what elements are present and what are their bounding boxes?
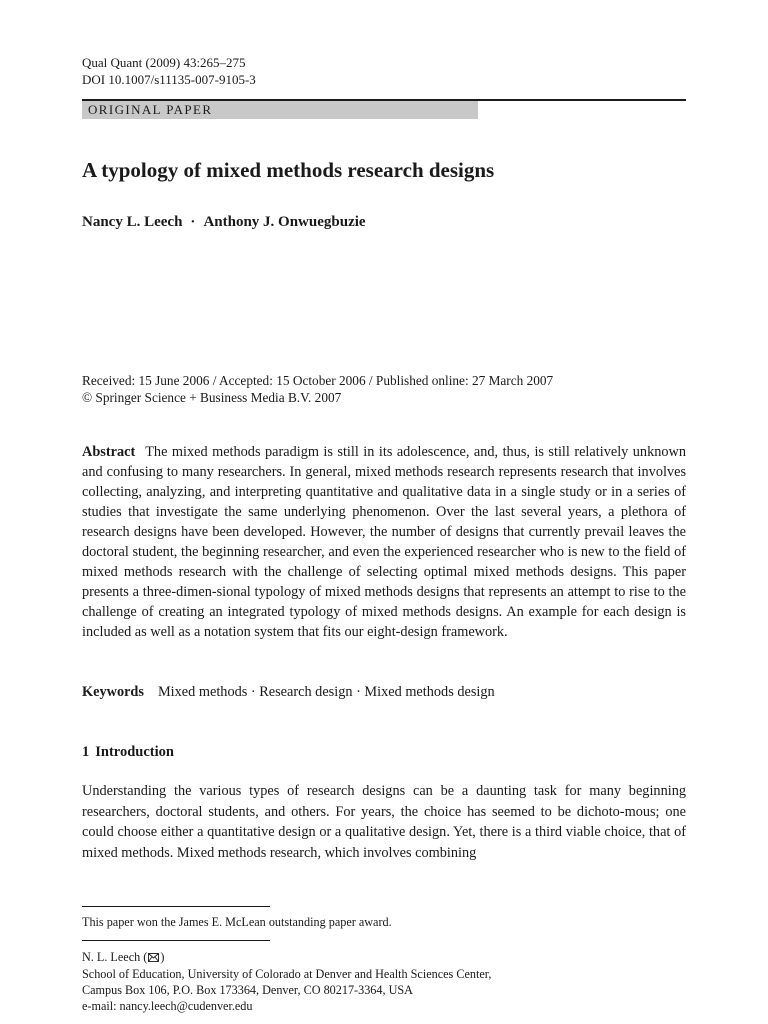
abstract — [82, 442, 686, 642]
body-line: viable choice, that of mixed methods. Mixed methods research, which involves combining — [82, 824, 687, 861]
section-heading-introduction — [82, 742, 174, 762]
corresponding-author: N. L. Leech — [82, 950, 141, 964]
doi: DOI 10.1007/s11135-007-9105-3 — [82, 72, 256, 87]
history-dates: Received: 15 June 2006 / Accepted: 15 October 2006 / Published online: 27 March 2007 — [82, 373, 554, 388]
body-line: Understanding the various types of research designs can be a daunting task for many beginning — [82, 783, 686, 799]
envelope-icon — [148, 950, 159, 966]
introduction-paragraph — [82, 781, 686, 863]
body-line: researchers, doctoral students, and others. For years, the choice has seemed to be dichoto- — [82, 803, 625, 820]
article-title: A typology of mixed methods research designs — [82, 158, 495, 182]
keywords — [82, 682, 495, 702]
publication-history — [82, 372, 553, 406]
footnote-rule — [82, 940, 270, 941]
award-footnote: This paper won the James E. McLean outstanding paper award. — [82, 915, 392, 929]
section-title: Introduction — [95, 744, 174, 760]
affiliation-line: School of Education, University of Colorado at Denver and Health Sciences Center, — [82, 967, 492, 981]
corresponding-author-line: N. L. Leech ( ) — [82, 950, 165, 964]
email-line: e-mail: nancy.leech@cudenver.edu — [82, 999, 253, 1013]
abstract-line: Over the last several years, a plethora of research designs have been developed. However, the — [82, 504, 686, 540]
footnote-rule — [82, 906, 270, 907]
corresponding-author-block — [82, 949, 491, 1014]
journal-citation: Qual Quant (2009) 43:265–275 — [82, 55, 246, 70]
body-line: mous; one could choose either a quantitative design or a qualitative design. Yet, there is a third — [82, 803, 686, 840]
abstract-line: The mixed methods paradigm is still in its adolescence, and, thus, is still relatively — [145, 444, 629, 460]
abstract-line: unknown and confusing to many researchers. In general, mixed methods research represents — [82, 444, 686, 480]
author-name: Nancy L. Leech — [82, 214, 183, 230]
keywords-value: Mixed methods · Research design · Mixed methods design — [157, 684, 495, 700]
keywords-label: Keywords — [82, 684, 144, 700]
article-type-label: ORIGINAL PAPER — [88, 102, 213, 117]
abstract-line: of creating an integrated typology of mixed methods designs. An example for each design is — [141, 604, 686, 620]
section-number: 1 — [82, 744, 90, 760]
abstract-label: Abstract — [82, 444, 136, 460]
abstract-line: number of designs that currently prevail leaves the doctoral student, the beginning researcher, — [82, 524, 686, 560]
affiliation-line: Campus Box 106, P.O. Box 173364, Denver, CO 80217-3364, USA — [82, 983, 413, 997]
author-list — [82, 213, 366, 232]
abstract-line: in a single study or in a series of studies that investigate the same underlying phenomenon. — [82, 484, 687, 520]
journal-citation-block — [82, 54, 256, 88]
abstract-line: sional typology of mixed methods designs that represents an attempt to rise to the challenge — [82, 584, 686, 620]
abstract-line: the challenge of selecting optimal mixed methods designs. This paper presents a three-dimen- — [82, 564, 686, 600]
abstract-line: research that involves collecting, analyzing, and interpreting quantitative and qualitative data — [82, 464, 687, 500]
abstract-line: included as well as a notation system that fits our eight-design framework. — [82, 624, 508, 640]
copyright-line: © Springer Science + Business Media B.V. 2007 — [82, 390, 342, 405]
author-separator: · — [190, 214, 196, 230]
abstract-line: and even the experienced researcher who is new to the field of mixed methods research with — [82, 544, 687, 580]
author-name: Anthony J. Onwuegbuzie — [203, 214, 366, 230]
